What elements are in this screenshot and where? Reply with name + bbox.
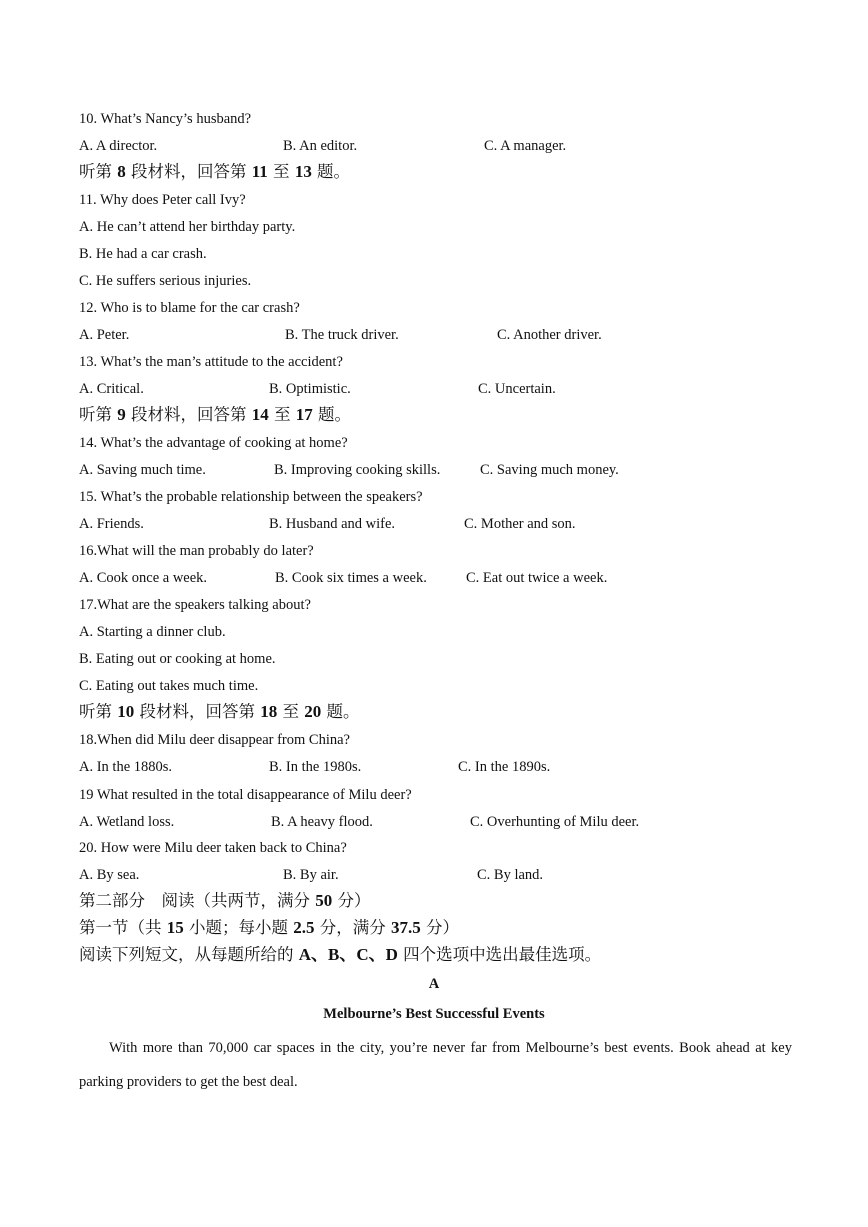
option-c: C. A manager.	[484, 138, 567, 154]
option-b: B. Eating out or cooking at home.	[79, 651, 276, 667]
section-heading-8: 听第 8 段材料，回答第 11 至 13 题。	[79, 162, 351, 181]
option-a: A. Critical.	[79, 381, 144, 397]
question-13: 13. What’s the man’s attitude to the accident?	[79, 354, 343, 370]
option-c: C. Uncertain.	[478, 381, 556, 397]
question-19: 19 What resulted in the total disappearance of Milu deer?	[79, 787, 412, 803]
option-b: B. The truck driver.	[285, 327, 399, 343]
option-c: C. In the 1890s.	[458, 759, 551, 775]
passage-body: With more than 70,000 car spaces in the city, you’re never far from Melbourne’s best events. Book ahead at key parking providers to get the best deal.	[79, 1040, 792, 1090]
options-15	[79, 515, 798, 533]
option-b: B. Husband and wife.	[269, 516, 396, 532]
option-b: B. In the 1980s.	[269, 759, 362, 775]
passage-title: Melbourne’s Best Successful Events	[323, 1006, 545, 1022]
options-10	[79, 137, 798, 155]
option-a: A. By sea.	[79, 867, 140, 883]
question-16: 16.What will the man probably do later?	[79, 543, 314, 559]
question-17: 17.What are the speakers talking about?	[79, 597, 311, 613]
options-19	[79, 813, 798, 831]
option-b: B. Improving cooking skills.	[274, 462, 441, 478]
options-20	[79, 866, 798, 884]
option-b: B. An editor.	[283, 138, 358, 154]
option-c: C. By land.	[477, 867, 544, 883]
section-one-heading: 第一节（共 15 小题；每小题 2.5 分，满分 37.5 分）	[79, 918, 459, 937]
options-13	[79, 380, 798, 398]
question-12: 12. Who is to blame for the car crash?	[79, 300, 300, 316]
option-a: A. Peter.	[79, 327, 130, 343]
option-c: C. Eat out twice a week.	[466, 570, 608, 586]
options-14	[79, 461, 798, 479]
option-c: C. Eating out takes much time.	[79, 678, 259, 694]
option-a: A. A director.	[79, 138, 158, 154]
option-c: C. He suffers serious injuries.	[79, 273, 252, 289]
options-12	[79, 326, 798, 344]
options-16	[79, 569, 798, 587]
question-15: 15. What’s the probable relationship between the speakers?	[79, 489, 423, 505]
question-10: 10. What’s Nancy’s husband?	[79, 111, 252, 127]
option-a: A. Wetland loss.	[79, 814, 175, 830]
option-b: B. Optimistic.	[269, 381, 351, 397]
options-18	[79, 758, 798, 776]
option-c: C. Mother and son.	[464, 516, 576, 532]
question-20: 20. How were Milu deer taken back to China?	[79, 840, 347, 856]
section-heading-9: 听第 9 段材料，回答第 14 至 17 题。	[79, 405, 351, 424]
question-11: 11. Why does Peter call Ivy?	[79, 192, 246, 208]
question-18: 18.When did Milu deer disappear from China?	[79, 732, 350, 748]
option-b: B. By air.	[283, 867, 339, 883]
option-a: A. He can’t attend her birthday party.	[79, 219, 296, 235]
question-14: 14. What’s the advantage of cooking at home?	[79, 435, 348, 451]
option-b: B. He had a car crash.	[79, 246, 207, 262]
option-a: A. In the 1880s.	[79, 759, 173, 775]
option-a: A. Cook once a week.	[79, 570, 208, 586]
option-b: B. Cook six times a week.	[275, 570, 427, 586]
option-a: A. Friends.	[79, 516, 144, 532]
option-c: C. Another driver.	[497, 327, 602, 343]
option-c: C. Saving much money.	[480, 462, 619, 478]
reading-instruction: 阅读下列短文，从每题所给的 A、B、C、D 四个选项中选出最佳选项。	[79, 945, 602, 964]
option-c: C. Overhunting of Milu deer.	[470, 814, 640, 830]
option-b: B. A heavy flood.	[271, 814, 373, 830]
section-heading-10: 听第 10 段材料，回答第 18 至 20 题。	[79, 702, 360, 721]
option-a: A. Saving much time.	[79, 462, 206, 478]
passage-label: A	[428, 976, 440, 992]
part-two-heading: 第二部分 阅读（共两节，满分 50 分）	[79, 891, 371, 910]
option-a: A. Starting a dinner club.	[79, 624, 226, 640]
